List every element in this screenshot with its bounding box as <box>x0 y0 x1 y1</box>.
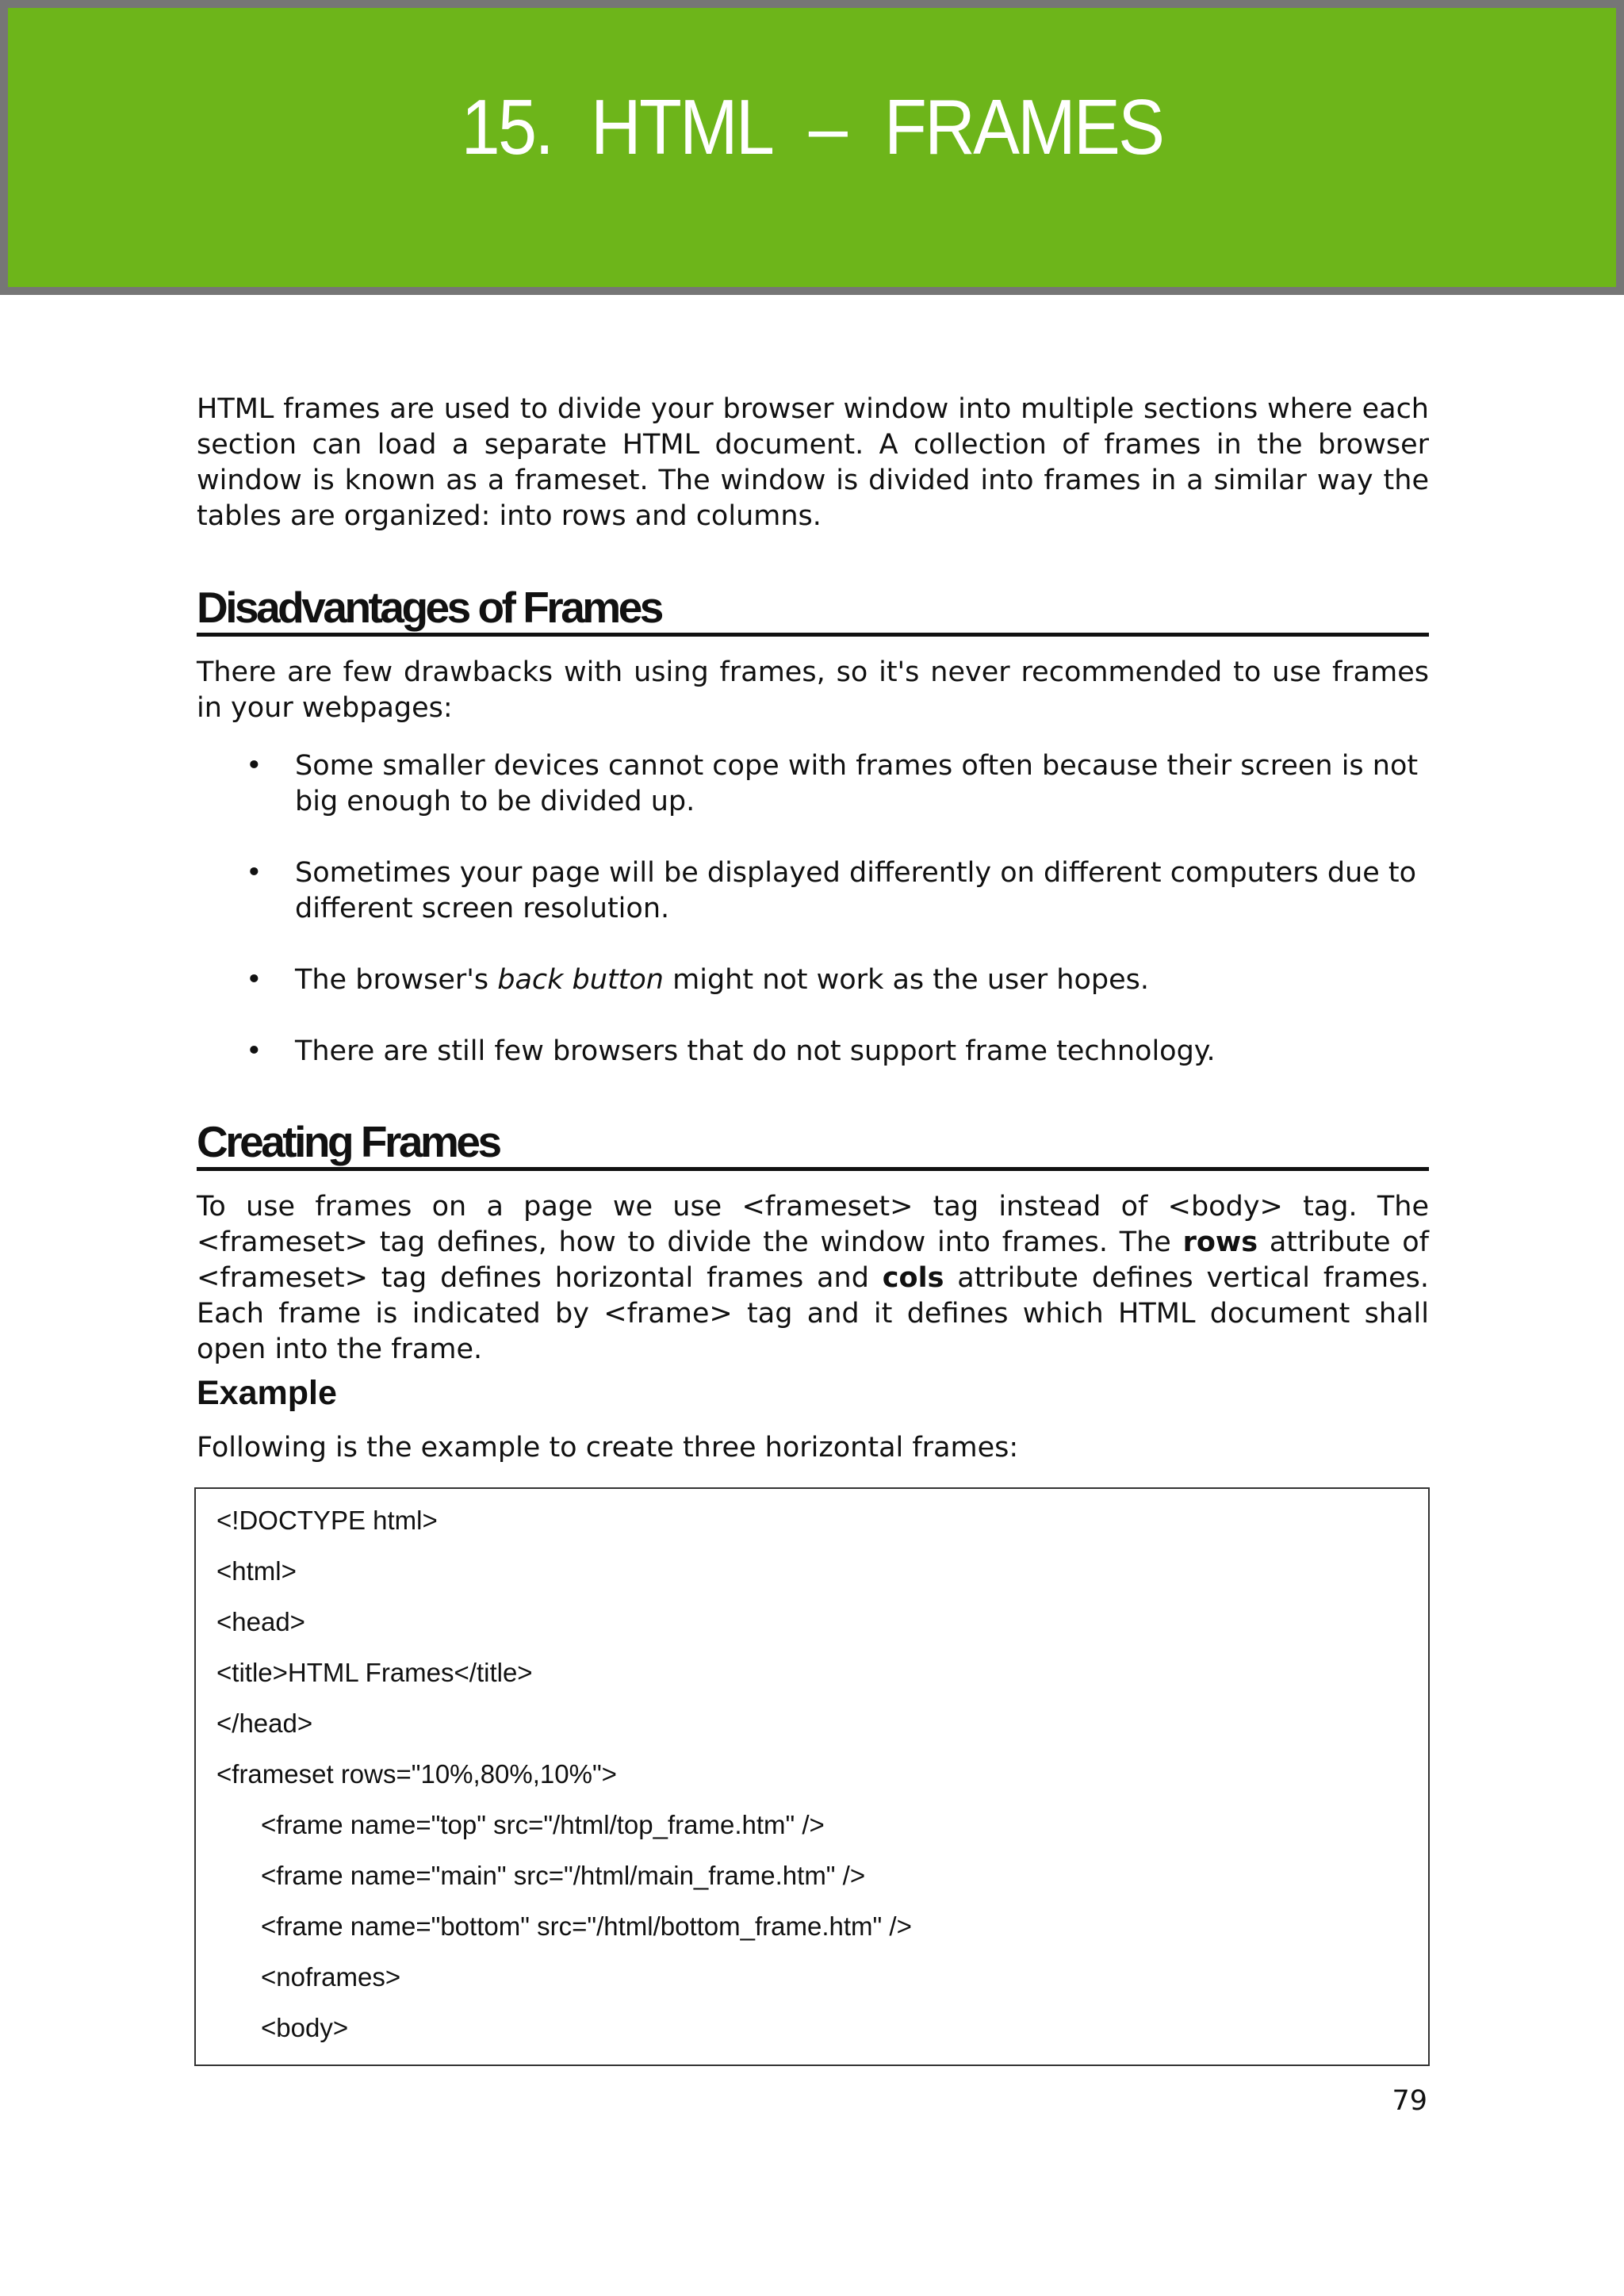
chapter-banner <box>0 0 1624 295</box>
code-line: <frame name="bottom" src="/html/bottom_frame.htm" /> <box>261 1911 912 1941</box>
back-button-term: back button <box>497 964 664 996</box>
list-item <box>197 962 1429 998</box>
disadvantages-list <box>197 748 1429 1070</box>
disadvantages-intro-block <box>197 655 1429 726</box>
code-line: <!DOCTYPE html> <box>216 1506 438 1535</box>
creating-frames-heading: Creating Frames <box>197 1116 1429 1171</box>
page-number: 79 <box>1392 2085 1427 2117</box>
disadvantages-heading: Disadvantages of Frames <box>197 582 1429 637</box>
bullet-icon: • <box>246 964 262 996</box>
list-item-suffix: might not work as the user hopes. <box>664 964 1150 996</box>
list-item-text: Some smaller devices cannot cope with frames often because their screen is not big enough to be divided up. <box>295 750 1419 817</box>
code-line: <body> <box>261 2013 349 2042</box>
list-item <box>197 855 1429 927</box>
code-line: <frame name="top" src="/html/top_frame.htm" /> <box>261 1810 825 1839</box>
creating-text-3: attribute defines vertical frames. Each frame is indicated by <frame> tag and it defines which HTML document shall open into the frame. <box>197 1262 1429 1365</box>
bullet-icon: • <box>246 857 262 889</box>
list-item <box>197 748 1429 820</box>
list-item-text: Sometimes your page will be displayed differently on different computers due to different screen resolution. <box>295 857 1417 924</box>
bullet-icon: • <box>246 750 262 782</box>
code-line: <title>HTML Frames</title> <box>216 1658 533 1687</box>
code-line: <head> <box>216 1607 305 1636</box>
creating-frames-section <box>197 1189 1429 1368</box>
code-line: <html> <box>216 1556 297 1586</box>
creating-frames-paragraph <box>197 1189 1429 1368</box>
code-example-box <box>194 1487 1430 2066</box>
code-line: <frame name="main" src="/html/main_frame.htm" /> <box>261 1861 866 1890</box>
intro-paragraph: HTML frames are used to divide your browser window into multiple sections where each section can load a separate HTML document. A collection of frames in the browser window is known as a frameset. The window is divided into frames in a similar way the tables are organized: into rows and columns. <box>197 393 1429 532</box>
code-line: <noframes> <box>261 1962 401 1992</box>
cols-term: cols <box>882 1262 944 1294</box>
list-item-prefix: The browser's <box>295 964 498 996</box>
intro-section <box>197 392 1429 534</box>
list-item-text: There are still few browsers that do not support frame technology. <box>295 1035 1216 1067</box>
bullet-icon: • <box>246 1035 262 1067</box>
example-heading: Example <box>197 1374 337 1412</box>
code-line: </head> <box>216 1709 313 1738</box>
example-intro-block <box>197 1430 1429 1466</box>
code-line: <frameset rows="10%,80%,10%"> <box>216 1759 617 1789</box>
creating-text-1: To use frames on a page we use <frameset> tag instead of <body> tag. The <frameset> tag defines, how to divide the window into frames. The <box>197 1191 1429 1258</box>
chapter-title: 15. HTML – FRAMES <box>461 83 1163 170</box>
disadvantages-intro: There are few drawbacks with using frames, so it's never recommended to use frames in your webpages: <box>197 656 1429 724</box>
rows-term: rows <box>1182 1226 1258 1258</box>
list-item <box>197 1034 1429 1070</box>
example-intro: Following is the example to create three horizontal frames: <box>197 1432 1019 1464</box>
creating-text-2: attribute of <frameset> tag defines horizontal frames and <box>197 1226 1429 1294</box>
